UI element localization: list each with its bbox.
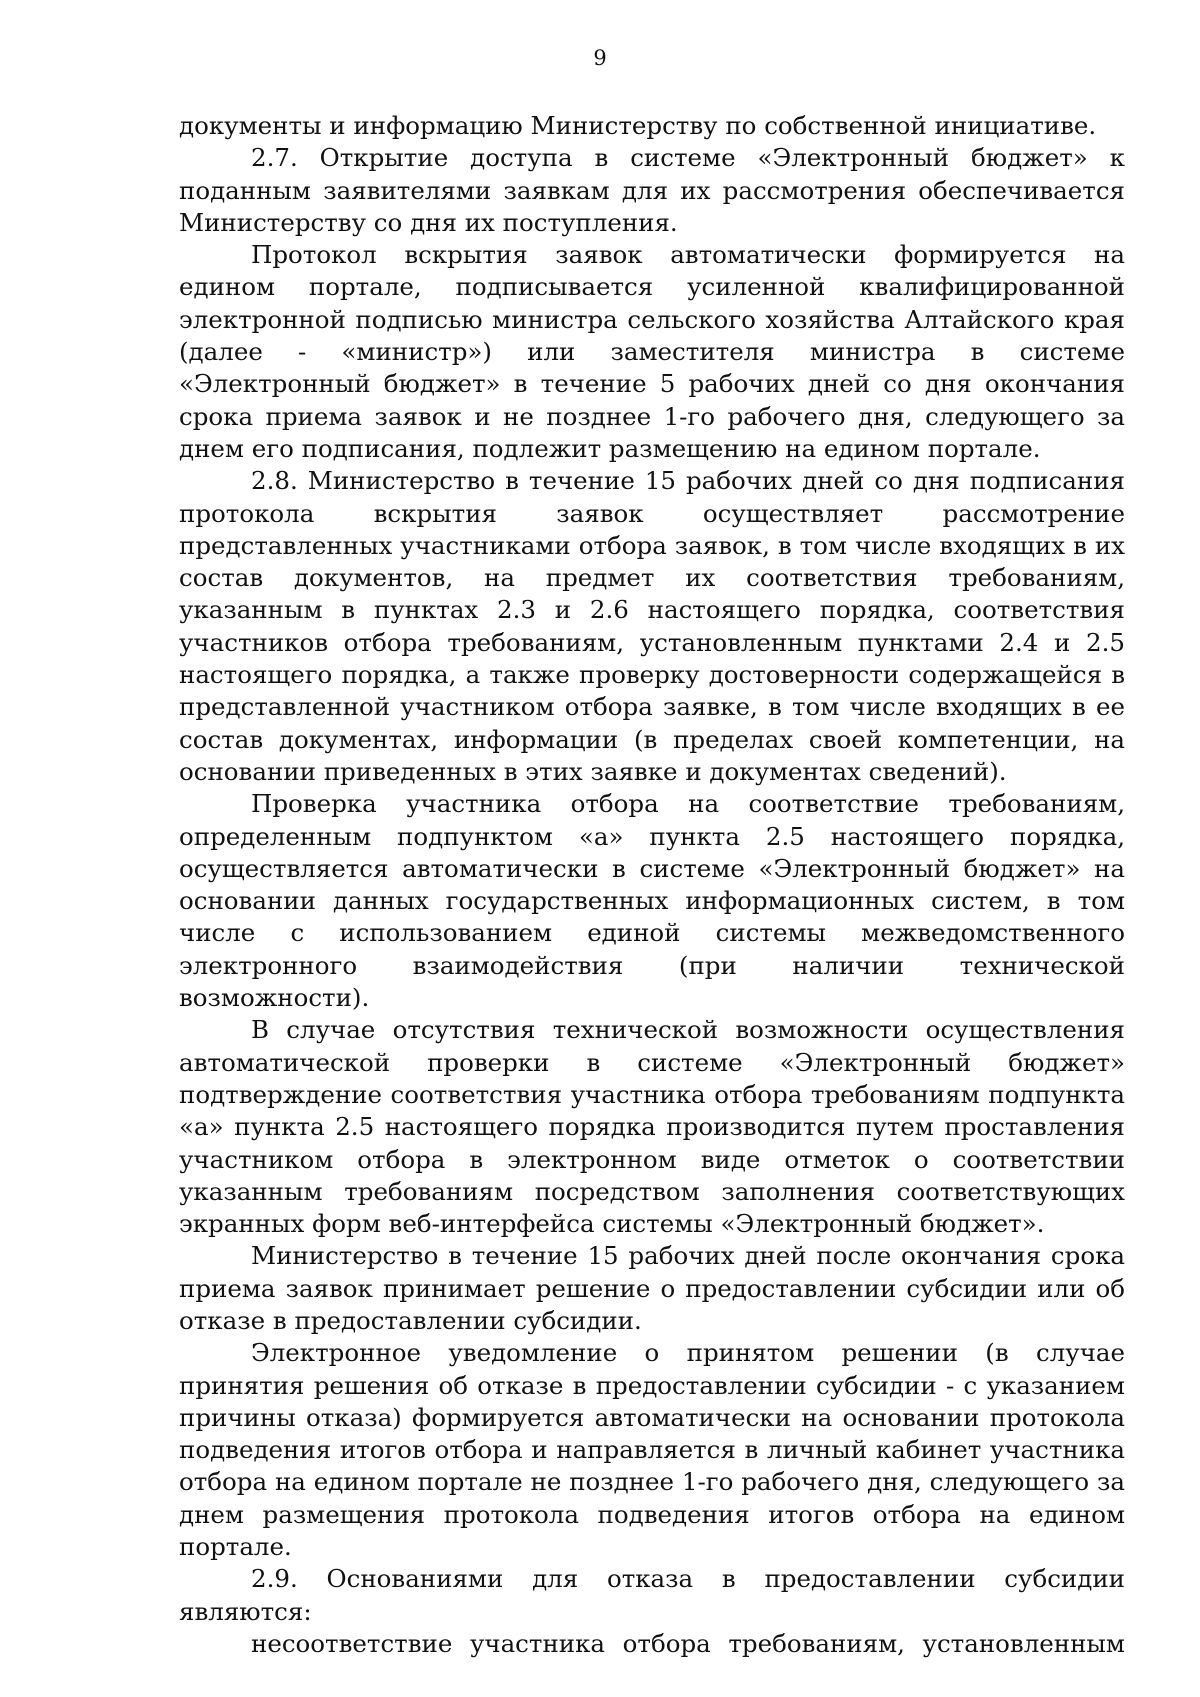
paragraph-2-9: 2.9. Основаниями для отказа в предоставлении субсидии являются: <box>179 1564 1125 1626</box>
paragraph-no-technical-possibility: В случае отсутствия технической возможности осуществления автоматической проверки в системе «Электронный бюджет» подтверждение соответствия участника отбора требованиям подпункта «а» пункта 2.5 настоящего порядка производится путем проставления участником отбора в электронном виде отметок о соответствии указанным требованиям посредством заполнения соответствующих экранных форм веб-интерфейса системы «Электронный бюджет». <box>179 1015 1125 1239</box>
page-number: 9 <box>593 46 607 70</box>
document-body <box>179 110 1125 1660</box>
paragraph-refusal-grounds: несоответствие участника отбора требованиям, установленным <box>251 1628 1125 1658</box>
paragraph-decision: Министерство в течение 15 рабочих дней после окончания срока приема заявок принимает решение о предоставлении субсидии или об отказе в предоставлении субсидии. <box>179 1241 1125 1335</box>
paragraph-2-8: 2.8. Министерство в течение 15 рабочих дней со дня подписания протокола вскрытия заявок осуществляет рассмотрение представленных участниками отбора заявок, в том числе входящих в их состав документов, на предмет их соответствия требованиям, указанным в пунктах 2.3 и 2.6 настоящего порядка, соответствия участников отбора требованиям, установленным пунктами 2.4 и 2.5 настоящего порядка, а также проверку достоверности содержащейся в представленной участником отбора заявке, в том числе входящих в ее состав документах, информации (в пределах своей компетенции, на основании приведенных в этих заявке и документах сведений). <box>179 466 1125 786</box>
paragraph-continuation: документы и информацию Министерству по собственной инициативе. <box>179 111 1097 140</box>
paragraph-2-7: 2.7. Открытие доступа в системе «Электронный бюджет» к поданным заявителями заявкам для их рассмотрения обеспечивается Министерству со дня их поступления. <box>179 143 1125 237</box>
paragraph-electronic-notification: Электронное уведомление о принятом решении (в случае принятия решения об отказе в предоставлении субсидии - с указанием причины отказа) формируется автоматически на основании протокола подведения итогов отбора и направляется в личный кабинет участника отбора на едином портале не позднее 1-го рабочего дня, следующего за днем размещения протокола подведения итогов отбора на едином портале. <box>179 1338 1125 1562</box>
paragraph-automatic-check: Проверка участника отбора на соответствие требованиям, определенным подпунктом «а» пункта 2.5 настоящего порядка, осуществляется автоматически в системе «Электронный бюджет» на основании данных государственных информационных систем, в том числе с использованием единой системы межведомственного электронного взаимодействия (при наличии технической возможности). <box>179 789 1125 1013</box>
paragraph-protocol-opening: Протокол вскрытия заявок автоматически формируется на едином портале, подписывается усиленной квалифицированной электронной подписью министра сельского хозяйства Алтайского края (далее - «министр») или заместителя министра в системе «Электронный бюджет» в течение 5 рабочих дней со дня окончания срока приема заявок и не позднее 1-го рабочего дня, следующего за днем его подписания, подлежит размещению на едином портале. <box>179 240 1125 463</box>
